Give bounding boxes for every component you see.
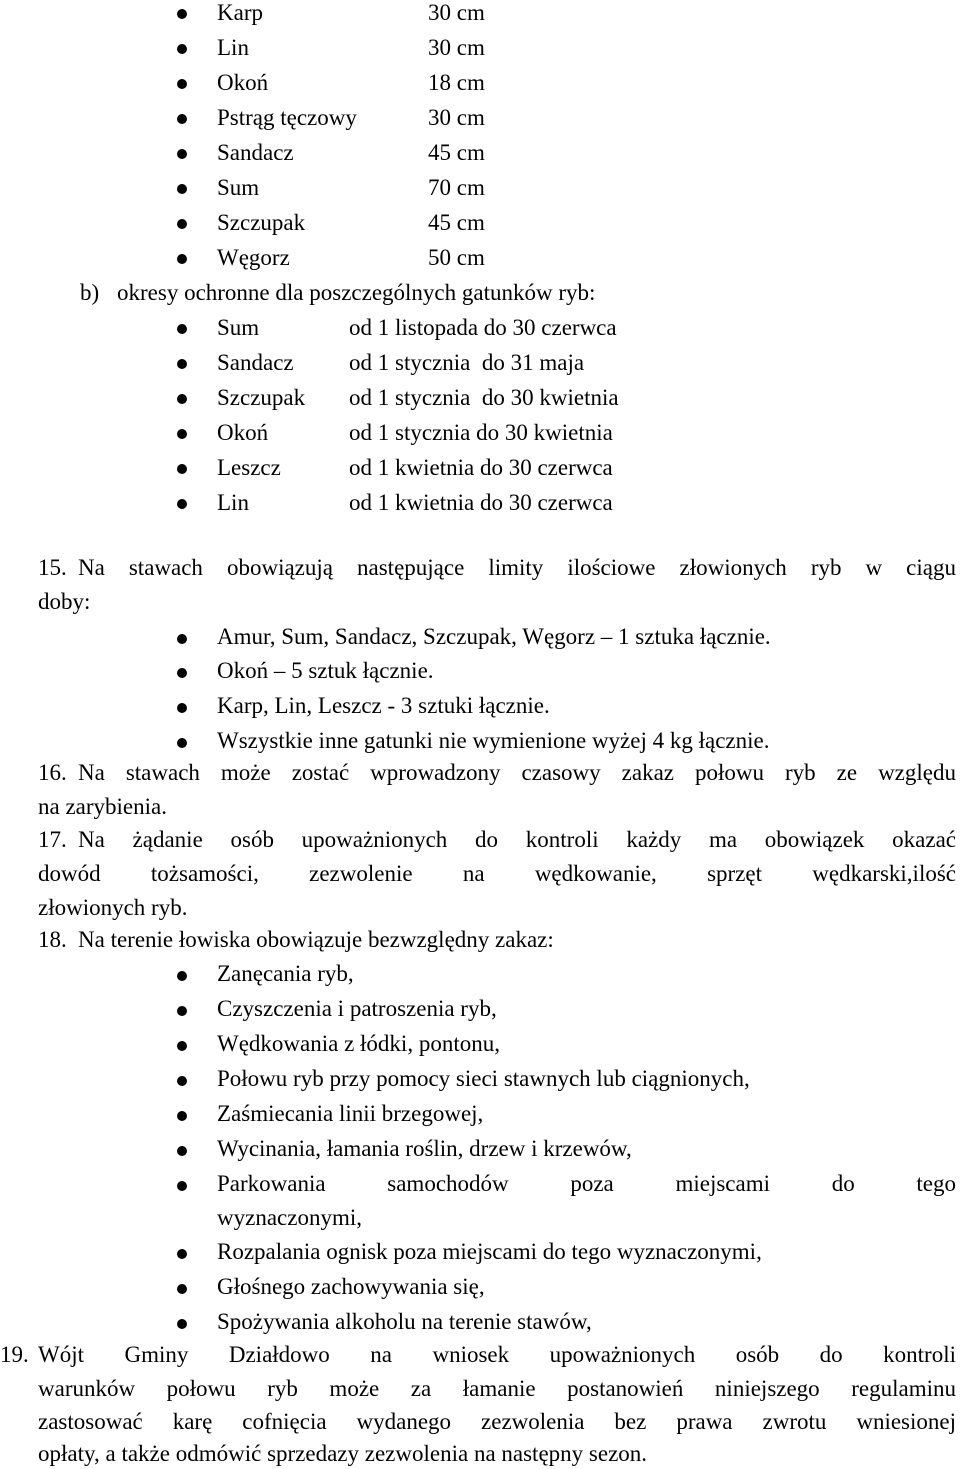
bullet-icon: [177, 429, 187, 439]
size-value: 50 cm: [428, 245, 485, 270]
item-15-bullet: Okoń – 5 sztuk łącznie.: [217, 658, 434, 683]
season-period: od 1 stycznia do 30 kwietnia: [349, 420, 613, 445]
bullet-icon: [177, 464, 187, 474]
bullet-icon: [177, 634, 187, 644]
item-18-line1: Na terenie łowiska obowiązuje bezwzględny zakaz:: [78, 927, 554, 952]
item-18-number: 18.: [38, 927, 67, 952]
season-species: Szczupak: [217, 385, 306, 410]
size-species: Lin: [217, 35, 249, 60]
bullet-icon: [177, 1111, 187, 1121]
bullet-icon: [177, 668, 187, 678]
bullet-icon: [177, 219, 187, 229]
item-18-bullet-continuation: wyznaczonymi,: [217, 1205, 362, 1230]
season-period: od 1 listopada do 30 czerwca: [349, 315, 617, 340]
bullet-icon: [177, 9, 187, 19]
season-species: Leszcz: [217, 455, 281, 480]
bullet-icon: [177, 394, 187, 404]
bullet-icon: [177, 114, 187, 124]
item-18-bullet: Spożywania alkoholu na terenie stawów,: [217, 1309, 592, 1334]
size-species: Sandacz: [217, 140, 294, 165]
item-16-line2: na zarybienia.: [38, 794, 167, 819]
size-value: 70 cm: [428, 175, 485, 200]
season-period: od 1 kwietnia do 30 czerwca: [349, 455, 613, 480]
bullet-icon: [177, 1319, 187, 1329]
bullet-icon: [177, 971, 187, 981]
season-period: od 1 stycznia do 30 kwietnia: [349, 385, 619, 410]
item-15-bullet: Wszystkie inne gatunki nie wymienione wyżej 4 kg łącznie.: [217, 728, 770, 753]
item-18-bullet: Wędkowania z łódki, pontonu,: [217, 1031, 500, 1056]
bullet-icon: [177, 324, 187, 334]
size-value: 45 cm: [428, 210, 485, 235]
bullet-icon: [177, 1284, 187, 1294]
item-17-number: 17.: [38, 827, 67, 852]
season-species: Okoń: [217, 420, 269, 445]
bullet-icon: [177, 703, 187, 713]
item-18-bullet: Zaśmiecania linii brzegowej,: [217, 1101, 484, 1126]
item-15-number: 15.: [38, 555, 67, 580]
size-value: 30 cm: [428, 105, 485, 130]
item-17-line2: dowód tożsamości, zezwolenie na wędkowanie, sprzęt wędkarski,ilość: [38, 861, 956, 886]
item-16-number: 16.: [38, 760, 67, 785]
item-18-bullet: Parkowania samochodów poza miejscami do tego: [217, 1171, 956, 1196]
item-18-bullet: Czyszczenia i patroszenia ryb,: [217, 996, 497, 1021]
bullet-icon: [177, 1181, 187, 1191]
item-19-line2: warunków połowu ryb może za łamanie postanowień niniejszego regulaminu: [38, 1376, 956, 1401]
size-species: Węgorz: [217, 245, 290, 270]
bullet-icon: [177, 1041, 187, 1051]
bullet-icon: [177, 79, 187, 89]
item-17-line1: Na żądanie osób upoważnionych do kontroli każdy ma obowiązek okazać: [78, 827, 956, 852]
bullet-icon: [177, 149, 187, 159]
size-value: 18 cm: [428, 70, 485, 95]
season-period: od 1 stycznia do 31 maja: [349, 350, 585, 375]
item-17-line3: złowionych ryb.: [38, 895, 188, 920]
size-species: Szczupak: [217, 210, 306, 235]
bullet-icon: [177, 44, 187, 54]
size-species: Karp: [217, 0, 263, 25]
size-species: Okoń: [217, 70, 269, 95]
bullet-icon: [177, 499, 187, 509]
bullet-icon: [177, 1006, 187, 1016]
item-15-line1: Na stawach obowiązują następujące limity ilościowe złowionych ryb w ciągu: [78, 555, 956, 580]
season-species: Lin: [217, 490, 249, 515]
size-value: 30 cm: [428, 35, 485, 60]
section-b-marker: b): [80, 280, 100, 305]
item-18-bullet: Połowu ryb przy pomocy sieci stawnych lub ciągnionych,: [217, 1066, 750, 1091]
item-19-line3: zastosować karę cofnięcia wydanego zezwolenia bez prawa zwrotu wniesionej: [38, 1409, 956, 1434]
size-species: Sum: [217, 175, 260, 200]
item-18-bullet: Zanęcania ryb,: [217, 961, 354, 986]
item-15-line2: doby:: [38, 589, 91, 614]
item-19-number: 19.: [0, 1342, 29, 1367]
item-19-line1: Wójt Gminy Działdowo na wniosek upoważnionych osób do kontroli: [38, 1342, 956, 1367]
item-19-line4: opłaty, a także odmówić sprzedazy zezwolenia na następny sezon.: [38, 1441, 648, 1466]
item-15-bullet: Karp, Lin, Leszcz - 3 sztuki łącznie.: [217, 693, 550, 718]
item-16-line1: Na stawach może zostać wprowadzony czasowy zakaz połowu ryb ze względu: [78, 760, 956, 785]
bullet-icon: [177, 738, 187, 748]
season-species: Sum: [217, 315, 260, 340]
size-value: 45 cm: [428, 140, 485, 165]
item-18-bullet: Rozpalania ognisk poza miejscami do tego wyznaczonymi,: [217, 1239, 762, 1264]
season-species: Sandacz: [217, 350, 294, 375]
bullet-icon: [177, 254, 187, 264]
item-18-bullet: Wycinania, łamania roślin, drzew i krzewów,: [217, 1136, 632, 1161]
season-period: od 1 kwietnia do 30 czerwca: [349, 490, 613, 515]
bullet-icon: [177, 1146, 187, 1156]
size-value: 30 cm: [428, 0, 485, 25]
bullet-icon: [177, 1076, 187, 1086]
section-b-text: okresy ochronne dla poszczególnych gatunków ryb:: [117, 280, 596, 305]
bullet-icon: [177, 359, 187, 369]
bullet-icon: [177, 1249, 187, 1259]
size-species: Pstrąg tęczowy: [217, 105, 357, 130]
item-18-bullet: Głośnego zachowywania się,: [217, 1274, 485, 1299]
bullet-icon: [177, 184, 187, 194]
item-15-bullet: Amur, Sum, Sandacz, Szczupak, Węgorz – 1 sztuka łącznie.: [217, 624, 771, 649]
